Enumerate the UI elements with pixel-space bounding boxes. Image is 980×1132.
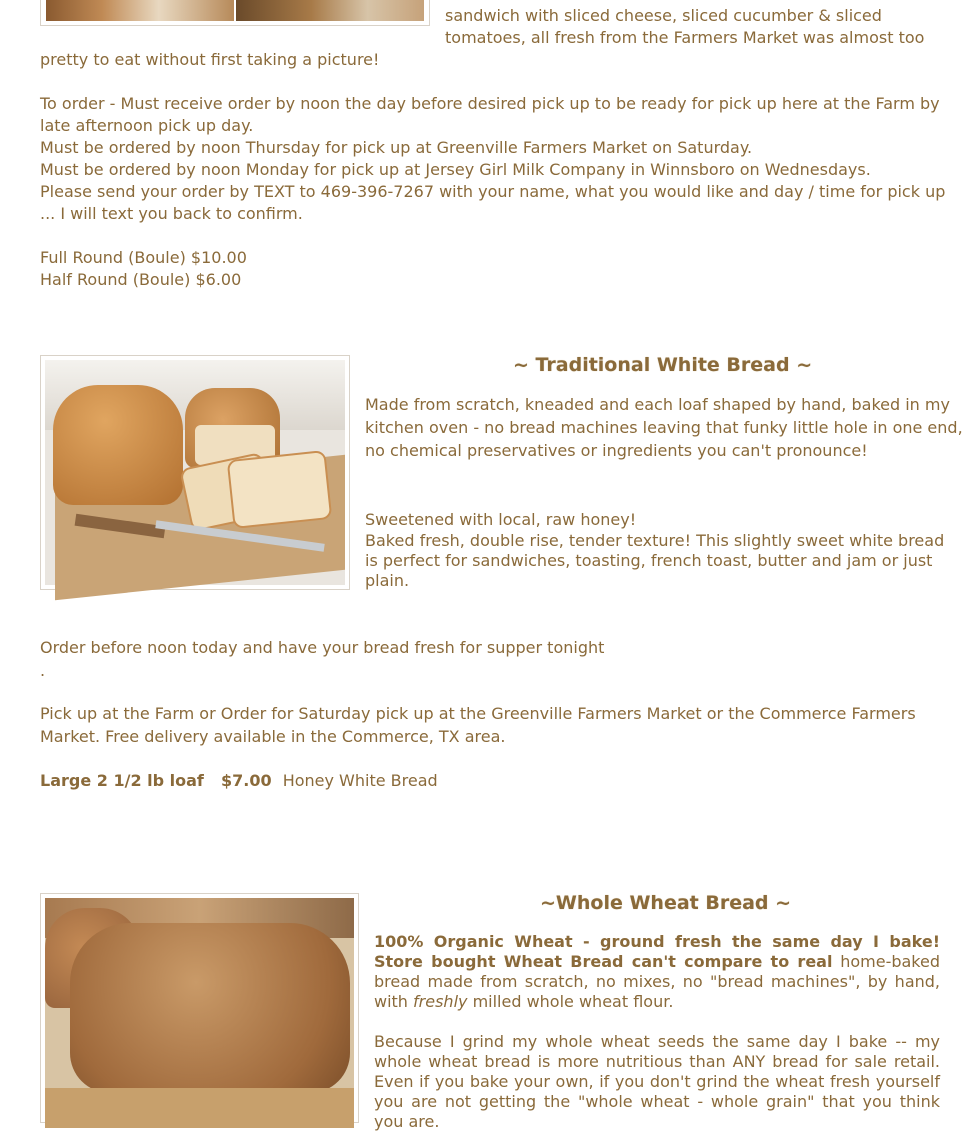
order-today: Order before noon today and have your bread fresh for supper tonight <box>40 638 605 657</box>
wheat-p1-bold: 100% Organic Wheat - ground fresh the same day I bake! Store bought Wheat Bread can't compare to real <box>374 932 940 971</box>
white-desc-3: no chemical preservatives or ingredients you can't pronounce! <box>365 441 868 460</box>
white-price-name: Honey White Bread <box>282 771 438 790</box>
wheat-bread-photo-frame <box>40 893 359 1123</box>
order-line-4: Must be ordered by noon Monday for pick up at Jersey Girl Milk Company in Winnsboro on Wednesdays. <box>40 160 871 179</box>
wheat-para-2: Because I grind my whole wheat seeds the same day I bake -- my whole wheat bread is more nutritious than ANY bread for sale retail. Even if you bake your own, if you don't grind the wheat fresh yourself you are not getting the "whole wheat - whole grain" that you think you are. <box>374 1032 940 1131</box>
white-desc-1: Made from scratch, kneaded and each loaf shaped by hand, baked in my <box>365 395 950 414</box>
white-bread-photo <box>45 360 345 585</box>
white-price-size: Large 2 1/2 lb loaf <box>40 771 204 790</box>
pickup-line-2: Market. Free delivery available in the Commerce, TX area. <box>40 727 506 746</box>
wheat-p1-end: milled whole wheat flour. <box>467 992 674 1011</box>
white-honey: Sweetened with local, raw honey! <box>365 510 637 529</box>
order-line-2: late afternoon pick up day. <box>40 116 254 135</box>
intro-line-1: sandwich with sliced cheese, sliced cucumber & sliced <box>445 6 882 25</box>
wheat-para-1 <box>374 932 940 1012</box>
wheat-bread-photo <box>45 898 354 1120</box>
order-line-6: ... I will text you back to confirm. <box>40 204 303 223</box>
pickup-line-1: Pick up at the Farm or Order for Saturday pick up at the Greenville Farmers Market or the Commerce Farmers <box>40 704 916 723</box>
white-desc-2: kitchen oven - no bread machines leaving that funky little hole in one end, <box>365 418 963 437</box>
white-bread-title: ~ Traditional White Bread ~ <box>513 354 813 376</box>
white-baked-1: Baked fresh, double rise, tender texture! This slightly sweet white bread <box>365 531 945 550</box>
boule-photo <box>46 0 234 21</box>
order-line-3: Must be ordered by noon Thursday for pick up at Greenville Farmers Market on Saturday. <box>40 138 753 157</box>
wheat-p1-em: freshly <box>413 992 468 1011</box>
boule-price-full: Full Round (Boule) $10.00 <box>40 248 247 267</box>
wheat-bread-title: ~Whole Wheat Bread ~ <box>540 892 792 914</box>
white-price-value: $7.00 <box>220 771 272 790</box>
white-baked-2: is perfect for sandwiches, toasting, french toast, butter and jam or just <box>365 551 933 570</box>
boule-price-half: Half Round (Boule) $6.00 <box>40 270 242 289</box>
order-line-5: Please send your order by TEXT to 469-396-7267 with your name, what you would like and day / time for pick up <box>40 182 946 201</box>
wheat-p1-rest: home-baked bread made from scratch, no mixes, no "bread machines", by hand, with <box>374 952 940 1011</box>
intro-line-3: pretty to eat without first taking a picture! <box>40 50 380 69</box>
order-line-1: To order - Must receive order by noon the day before desired pick up to be ready for pick up here at the Farm by <box>40 94 940 113</box>
boule-photo-frame <box>40 0 430 26</box>
order-today-dot: . <box>40 661 46 680</box>
white-price-row <box>40 770 438 792</box>
white-bread-photo-frame <box>40 355 350 590</box>
intro-line-2: tomatoes, all fresh from the Farmers Market was almost too <box>445 28 925 47</box>
white-baked-3: plain. <box>365 571 410 590</box>
boule-photo-2 <box>236 0 424 21</box>
